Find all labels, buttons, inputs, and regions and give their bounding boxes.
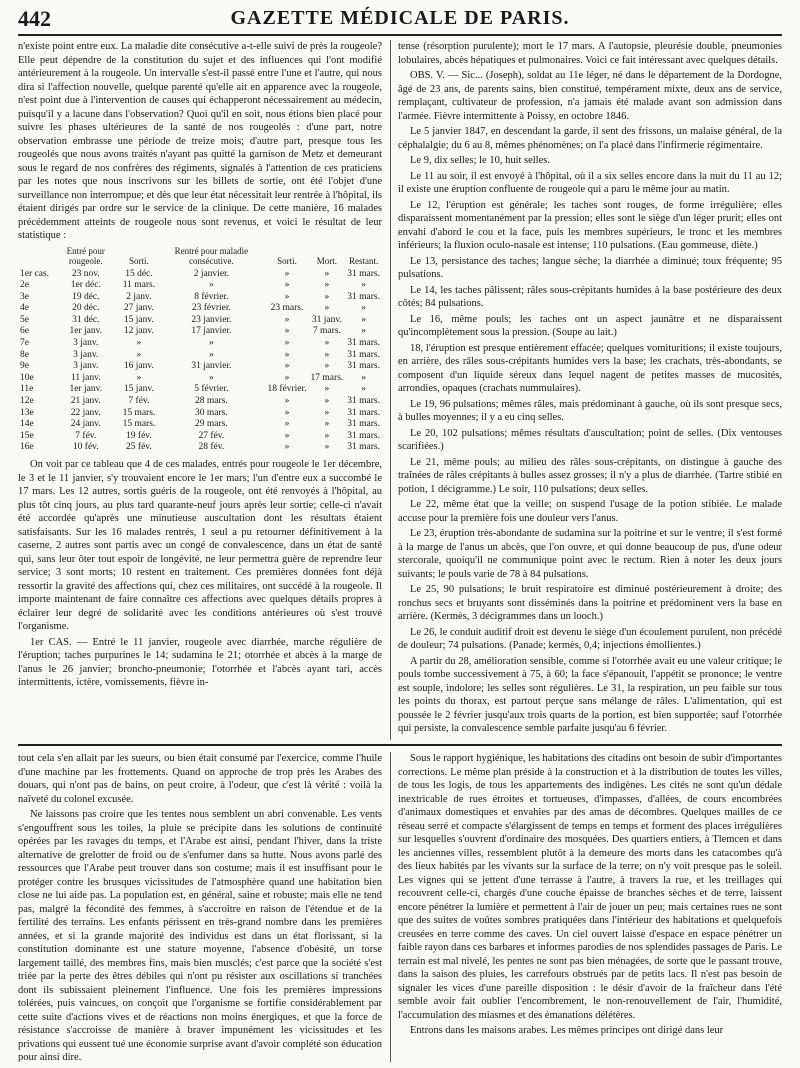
right-column: [398, 40, 782, 740]
table-cell: »: [324, 303, 330, 314]
paragraph: Ne laissons pas croire que les tentes nous semblent un abri convenable. Les vents s'engouffrent sous les toiles, la pluie se précipite dans les solutions de continuité opérées par les ravages du temps, et l'Arabe est ainsi, pendant l'hiver, dans la triste alternative de grelotter de froid ou de s'enfumer dans sa hutte. Nous avons parlé des ressources que l'Arabe peut trouver dans son costume; mais il est insuffisant pour le protéger contre les brusques vicissitudes de l'atmosphère quand une habitation bien close ne lui aide pas. La population est, en général, saine et robuste; mais elle ne tend pas, malgré la fécondité des femmes, à s'accroître en raison de l'étendue et de la fertilité des terrains. Les enfants périssent en très-grand nombre dans les premières années, et si la grande majorité des individus est dans un état florissant, si la constitution dominante est une stature moyenne, l'absence d'obésité, un torse largement taillé, des membres fins, mais bien musclés; c'est parce que la société s'est triée par la perte des êtres débiles qui n'ont pu résister aux oscillations si tranchées dont ils subissaient pleinement l'influence. Une fois les premières impressions tolérées, puis vaincues, on conçoit que l'organisme se fortifie considérablement par cette suite d'actions vives et de réactions non moins énergiques, et que la force de résistance s'accroisse de manière à braver impunément les vicissitudes et les privations qui eussent tué une économie surprise avant d'avoir complété son éducation pour ainsi dire.: [18, 809, 382, 1062]
table-header-row: [18, 246, 382, 269]
table-row: [18, 280, 382, 292]
paragraph: Le 25, 90 pulsations; le bruit respiratoire est diminué postérieurement à droite; des ronchus secs et bruyants sont disséminés dans la poitrine et prédominent vers la base en arrière. (Kermès, 3 décigrammes dans un looch.): [398, 584, 782, 622]
paragraph: Le 12, l'éruption est générale; les taches sont rouges, de forme irrégulière; elles disparaissent momentanément par la pression; elles sont le siège d'un léger prurit; elles ont envahi d'abord le cou et la face, puis les membres supérieurs, le tronc et les membres inférieurs; la fluxion oculo-nasale est intense; 110 pulsations. (Eau gommeuse, diète.): [398, 199, 782, 251]
table-cell: 7 mars.: [312, 326, 341, 337]
table-row: [18, 442, 382, 454]
paragraph: On voit par ce tableau que 4 de ces malades, entrés pour rougeole le 1er décembre, le 3 et le 11 janvier, s'y trouvaient encore le 1er mars; l'un d'entre eux a succombé le 17 mars. Les 12 autres, sortis guéris de la rougeole, ont été renvoyés à l'hôpital, au plus tôt cinq jours, au plus tard quarante-neuf jours après leur sortie; celle-ci n'avait été accordée qu'après une minutieuse auscultation dont les résultats étaient satisfaisants. Sur les 16 malades rentrés, 1 seul a pu retourner définitivement à la caserne, 2 autres sont partis avec un congé de convalescence, dans un état de santé qui, sans leur ôter tout espoir de longévité, ne leur permettra guère de reprendre leur service; 3 sont morts; 10 restent en traitement. Ces premières données font déjà ressortir la gravité des affections qui, chez ces militaires, ont succédé à la rougeole. Il importe maintenant de faire connaître ces affections avec quelques détails propres à éclairer leur degré de solidarité avec les conditions antérieures où s'est trouvé l'organisme.: [18, 459, 382, 632]
table-cell: 15 mars.: [122, 419, 156, 430]
table-cell: 31 mars.: [347, 338, 380, 349]
table-cell: 10 fév.: [72, 442, 99, 453]
column-header: [18, 246, 51, 269]
paragraph: Le 26, le conduit auditif droit est devenu le siège d'un écoulement purulent, non précédé de douleur; 74 pulsations. (Panade; kermès, 0,4; injections émollientes.): [398, 626, 782, 651]
table-cell: »: [361, 372, 366, 383]
table-cell: 1er déc.: [70, 280, 101, 291]
column-header: Sorti.: [277, 255, 297, 266]
table-cell: »: [284, 396, 290, 407]
table-row: [18, 396, 382, 408]
paragraph: Le 19, 96 pulsations; mêmes râles, mais prédominant à gauche, où ils sont presque secs, à bulles moyennes; il y a eu cinq selles.: [398, 398, 782, 423]
paragraph: Le 21, même pouls; au milieu des râles sous-crépitants, on distingue à gauche des traînées de râles crépitants à bulles assez grosses; il n'y a plus de diarrhée. (Tartre stibié en potion, 1 décigramme.) Le soir, 110 pulsations; deux selles.: [398, 456, 782, 495]
paragraph: Sous le rapport hygiénique, les habitations des citadins ont besoin de subir d'importantes corrections. Le même plan préside à la construction et à la distribution de toutes les villes, de tous les logis, de tous les appartements des indigènes. Les cités ne sont qu'un dédale inextricable de rues étroites et tortueuses, d'impasses, d'allées, de cours encombrées d'animaux domestiques et envahies par des amas de décombres. Quelques mailles de ce réseau serré et compacte s'élargissent de temps en temps et forment des places irrégulières sur lesquelles s'ouvrent d'ordinaire des mosquées. Des quartiers entiers, à Tlemcen et dans les anciennes villes, ressemblent plutôt à la demeure des morts dans les catacombes qu'à des lieux habités par les vivants sur la surface de la terre; on n'y voit presque pas le soleil. Les vignes qui se jettent d'une terrasse à l'autre, à travers la rue, et les treillages qui recouvrent celle-ci, chargés d'une couche épaisse de branches sèches et de terre, laissent encore pénétrer la lumière et permettent à l'air de jouer un peu; mais certaines rues ne sont que des suites de voûtes sombres pratiquées dans l'intérieur des habitations et quelquefois creusées en terre comme des caves. Un ciel ouvert laisse d'espace en espace pénétrer un faible rayon dans ces barbares et informes parodies de nos splendides passages de Paris. Le terrain est mal nivelé, les pentes ne sont pas bien ménagées, de sorte que le passant trouve, dans la saison des pluies, les carrefours obstrués par de petits lacs. Il n'est pas besoin de signaler les vices d'une pareille disposition : le désir d'avoir de la fraîcheur dans l'été semble avoir fait oublier l'encombrement, le non-renouvellement de l'air, l'humidité, l'accumulation des miasmes et des émanations délétères.: [398, 753, 782, 1021]
paragraph: Entrons dans les maisons arabes. Les mêmes principes ont dirigé dans leur: [410, 1025, 724, 1036]
table-cell: »: [136, 349, 142, 360]
table-cell: 11e: [20, 384, 34, 395]
table-cell: 29 mars.: [195, 419, 228, 430]
table-cell: 15 mars.: [122, 407, 156, 418]
table-cell: 27 janv.: [123, 303, 154, 314]
feuilleton-left-column: [18, 752, 382, 1062]
table-cell: 2 janvier.: [193, 268, 230, 279]
table-cell: »: [324, 430, 330, 441]
table-cell: 7 fév.: [128, 396, 150, 407]
column-header: Rentré pour maladie consécutive.: [174, 245, 249, 266]
table-cell: »: [324, 407, 330, 418]
table-cell: »: [284, 338, 290, 349]
table-cell: »: [324, 442, 330, 453]
left-column: [18, 40, 382, 740]
feuilleton-right-column: [398, 752, 782, 1062]
table-cell: 15 janv.: [123, 384, 154, 395]
paragraph: OBS. V. — Sic... (Joseph), soldat au 11e léger, né dans le département de la Dordogne, âgé de 23 ans, de parents sains, bien constitué, tempérament mixte, deux ans de service, remplaçant, cultivateur de profession, n'a jamais été malade avant son admission dans l'armée. Fièvre intermittente à Poissy, en octobre 1846.: [398, 70, 782, 122]
table-cell: »: [209, 349, 214, 360]
table-cell: »: [361, 303, 366, 314]
paragraph: Le 16, même pouls; les taches ont un aspect jaunâtre et ne disparaissent qu'incomplètement sous la pression. (Soupe au lait.): [398, 313, 782, 338]
table-row: [18, 431, 382, 443]
table-cell: »: [361, 280, 366, 291]
table-cell: 14e: [20, 419, 34, 430]
table-cell: »: [361, 314, 366, 325]
table-cell: 23 janvier.: [191, 314, 232, 325]
table-row: [18, 384, 382, 396]
table-cell: »: [284, 419, 290, 430]
table-cell: 28 fév.: [198, 442, 225, 453]
table-row: [18, 419, 382, 431]
table-row: [18, 408, 382, 420]
table-row: [18, 269, 382, 281]
table-cell: 7 fév.: [75, 430, 97, 441]
table-cell: 31 mars.: [347, 291, 380, 302]
table-cell: 25 fév.: [126, 442, 152, 453]
table-cell: »: [324, 419, 330, 430]
table-cell: 16 janv.: [123, 361, 154, 372]
table-cell: 17 mars.: [310, 372, 344, 383]
table-cell: 31 mars.: [347, 407, 380, 418]
table-cell: 15e: [20, 430, 34, 441]
table-cell: »: [361, 384, 366, 395]
column-header: Sorti.: [129, 255, 149, 266]
table-cell: 23 mars.: [270, 303, 304, 314]
table-cell: 31 mars.: [347, 268, 380, 279]
paragraph: Le 13, persistance des taches; langue sèche; la diarrhée a diminué; toux fréquente; 95 pulsations.: [398, 255, 782, 280]
table-cell: 8 février.: [194, 291, 229, 302]
paragraph: Le 20, 102 pulsations; mêmes résultats d'auscultation; point de selles. (Dix ventouses scarifiées.): [398, 427, 782, 452]
column-header: Entré pour rougeole.: [66, 245, 105, 266]
table-cell: »: [324, 384, 330, 395]
column-header: Restant.: [349, 255, 379, 266]
table-cell: 1er janv.: [69, 384, 103, 395]
paragraph: tout cela s'en allait par les sueurs, ou bien était consumé par l'exercice, comme l'huile d'une machine par les frottements. Quand on approche de trop près les Arabes des douars, qui n'ont pas de bains, on peut croire, à l'odeur, que c'est là vérité : voilà la naïveté du colonel excusée.: [18, 753, 382, 805]
table-body: [18, 269, 382, 455]
table-cell: 30 mars.: [195, 407, 228, 418]
table-cell: »: [284, 326, 290, 337]
table-cell: 20 déc.: [72, 303, 100, 314]
table-cell: 31 janvier.: [191, 361, 232, 372]
table-cell: 15 déc.: [125, 268, 153, 279]
table-cell: 31 mars.: [347, 430, 380, 441]
table-cell: 12e: [20, 396, 34, 407]
table-row: [18, 303, 382, 315]
table-cell: 12 janv.: [123, 326, 154, 337]
statistics-table: [18, 246, 382, 455]
paragraph: Le 14, les taches pâlissent; râles sous-crépitants humides à la base postérieure des deux côtés; 84 pulsations.: [398, 284, 782, 309]
page-header: [18, 2, 782, 36]
paragraph: tense (résorption purulente); mort le 17 mars. A l'autopsie, pleurésie double, pneumonies lobulaires, abcès hépatiques et pulmonaires. Voici ce fait intéressant avec quelques détails.: [398, 41, 782, 66]
table-cell: »: [324, 361, 330, 372]
table-cell: 31 mars.: [347, 349, 380, 360]
table-cell: »: [284, 349, 290, 360]
case-paragraph: 1er CAS. — Entré le 11 janvier, rougeole avec diarrhée, marche régulière de l'éruption; taches purpurines le 14; sudamina le 21; otorrhée et abcès à la marge de l'anus le 26 janvier; broncho-pneumonie; l'otorrhée et l'abcès ayant tari, accès intermittents, ictère, vomissements, fièvre in-: [18, 636, 382, 688]
table-row: [18, 361, 382, 373]
table-cell: 19 fév.: [126, 430, 152, 441]
table-cell: »: [284, 442, 290, 453]
journal-title: GAZETTE MÉDICALE DE PARIS.: [230, 7, 570, 29]
table-cell: 23 nov.: [71, 268, 100, 279]
table-cell: »: [284, 291, 290, 302]
table-cell: 5e: [20, 314, 29, 325]
paragraph: Le 22, même état que la veille; on suspend l'usage de la potion stibiée. Le malade accuse pour la première fois une douleur vers l'anus.: [398, 499, 782, 524]
paragraph: Le 5 janvier 1847, en descendant la garde, il sent des frissons, un malaise général, de la céphalalgie; du 6 au 8, mêmes phénomènes; on l'a placé dans l'infirmerie régimentaire.: [398, 126, 782, 151]
table-cell: »: [324, 349, 330, 360]
table-cell: »: [324, 268, 330, 279]
table-cell: 15 janv.: [123, 314, 154, 325]
table-cell: 31 mars.: [347, 361, 380, 372]
table-cell: 31 mars.: [347, 396, 380, 407]
table-cell: 19 déc.: [72, 291, 100, 302]
table-row: [18, 373, 382, 385]
paragraph: 18, l'éruption est presque entièrement effacée; quelques vomituritions; il existe toujours, en arrière, des râles sous-crépitants humides vers la base; les crachats, très-abondants, se composent d'un liquide séreux dans lequel nagent de petites masses de mucosités, arrondies, opaques (crachats nummulaires).: [398, 342, 782, 394]
paragraph: Le 11 au soir, il est envoyé à l'hôpital, où il a six selles encore dans la nuit du 11 au 12; il existe une éruption confluente de rougeole qui a paru le même jour au matin.: [398, 170, 782, 195]
table-cell: 2 janv.: [126, 291, 152, 302]
table-cell: 16e: [20, 442, 34, 453]
table-row: [18, 292, 382, 304]
page-number: 442: [18, 6, 51, 31]
table-cell: »: [361, 326, 366, 337]
table-cell: 1er cas.: [20, 268, 50, 279]
table-cell: »: [324, 396, 330, 407]
table-cell: 3 janv.: [73, 361, 99, 372]
table-cell: 31 mars.: [347, 442, 380, 453]
paragraph: Le 23, éruption très-abondante de sudamina sur la poitrine et sur le ventre; il s'est formé à la marge de l'anus un abcès, que l'on ouvre, et qui donne beaucoup de pus, d'une odeur stercorale, quoiqu'il ne communique point avec le rectum. Rien à noter les deux jours suivants; le pouls varie de 78 à 84 pulsations.: [398, 528, 782, 580]
table-cell: »: [324, 338, 330, 349]
table-cell: 23 février.: [191, 303, 231, 314]
table-row: [18, 350, 382, 362]
table-cell: 13e: [20, 407, 34, 418]
table-cell: »: [284, 361, 290, 372]
table-cell: »: [324, 291, 330, 302]
table-row: [18, 315, 382, 327]
table-cell: »: [284, 407, 290, 418]
feuilleton-column-divider: [390, 752, 391, 1062]
table-cell: »: [209, 372, 214, 383]
table-cell: 22 janv.: [70, 407, 101, 418]
paragraph: n'existe point entre eux. La maladie dite consécutive a-t-elle suivi de près la rougeole? Elle peut dépendre de la constitution du sujet et des influences qui l'ont modifié antérieurement à la rougeole. Un intervalle s'est-il passé entre l'une et l'autre, qui nous dira si l'affection nouvelle, quelque parenté qu'elle ait en apparence avec la rougeole, n'est point due à l'intervention de causes qui échapperont nécessairement au médecin, puisqu'il y a lacune dans l'observation? Quoi qu'il en soit, nous étions bien placé pour suivre les phases ultérieures de la santé de nos rougeolés : d'une part, notre observation embrasse une période de treize mois; d'autre part, presque tous les rougeolés que nous avons traités n'ayant pas quitté la garnison de Metz et demeurant sous le regard de nos confrères des régiments, signalés à l'attention de ces praticiens par les notes que nous inscrivons sur les billets de sortie, ont été l'objet d'une surveillance non interrompue; et dès que leur état nécessitait leur rentrée à l'hôpital, ils étaient dirigés par ordre sur le service de la clinique. De cette manière, 16 malades précédemment atteints de rougeole nous sont revenus, et voici le résultat de leur statistique :: [18, 41, 382, 241]
table-cell: 9e: [20, 361, 29, 372]
table-cell: 3 janv.: [73, 338, 99, 349]
section-divider: [18, 744, 782, 746]
paragraph: A partir du 28, amélioration sensible, comme si l'otorrhée avait eu une valeur critique; le pouls tombe successivement à 75, à 60; la face s'épanouit, l'appétit se prononce; le ventre est souple, indolore; les selles sont régulières. Le 31, la respiration, un peu faible sur tous les points du thorax, est partout perçue sans mélange de râles. L'alimentation, qui est poussée le 2 février jusqu'aux trois quarts de la portion, est bien supportée; sauf l'otorrhée qui persiste, la convalescence semble parfaite jusqu'au 6 février.: [398, 655, 782, 734]
table-cell: 6e: [20, 326, 29, 337]
table-cell: 11 janv.: [70, 372, 101, 383]
table-cell: 10e: [20, 372, 34, 383]
paragraph: Le 9, dix selles; le 10, huit selles.: [410, 155, 550, 166]
table-row: [18, 326, 382, 338]
table-cell: 17 janvier.: [191, 326, 232, 337]
table-cell: »: [209, 338, 214, 349]
table-cell: 31 janv.: [311, 314, 342, 325]
table-cell: 5 février.: [194, 384, 229, 395]
table-cell: 7e: [20, 338, 29, 349]
table-cell: 18 février.: [267, 384, 307, 395]
table-cell: »: [324, 280, 330, 291]
table-cell: 21 janv.: [70, 396, 101, 407]
table-cell: 31 mars.: [347, 419, 380, 430]
table-cell: 1er janv.: [69, 326, 103, 337]
table-cell: »: [284, 314, 290, 325]
column-header: Mort.: [316, 255, 338, 266]
table-cell: 3e: [20, 291, 29, 302]
table-cell: »: [284, 280, 290, 291]
table-cell: »: [284, 268, 290, 279]
table-cell: 31 déc.: [72, 314, 100, 325]
table-row: [18, 338, 382, 350]
table-cell: »: [209, 280, 214, 291]
table-cell: »: [284, 372, 290, 383]
column-divider: [390, 40, 391, 740]
table-cell: 2e: [20, 280, 29, 291]
table-cell: 11 mars.: [122, 280, 156, 291]
table-cell: 28 mars.: [195, 396, 228, 407]
table-cell: 3 janv.: [73, 349, 99, 360]
table-cell: »: [136, 338, 142, 349]
table-cell: 8e: [20, 349, 29, 360]
table-cell: »: [284, 430, 290, 441]
table-cell: »: [136, 372, 142, 383]
table-cell: 4e: [20, 303, 29, 314]
table-cell: 27 fév.: [198, 430, 225, 441]
table-cell: 24 janv.: [70, 419, 101, 430]
